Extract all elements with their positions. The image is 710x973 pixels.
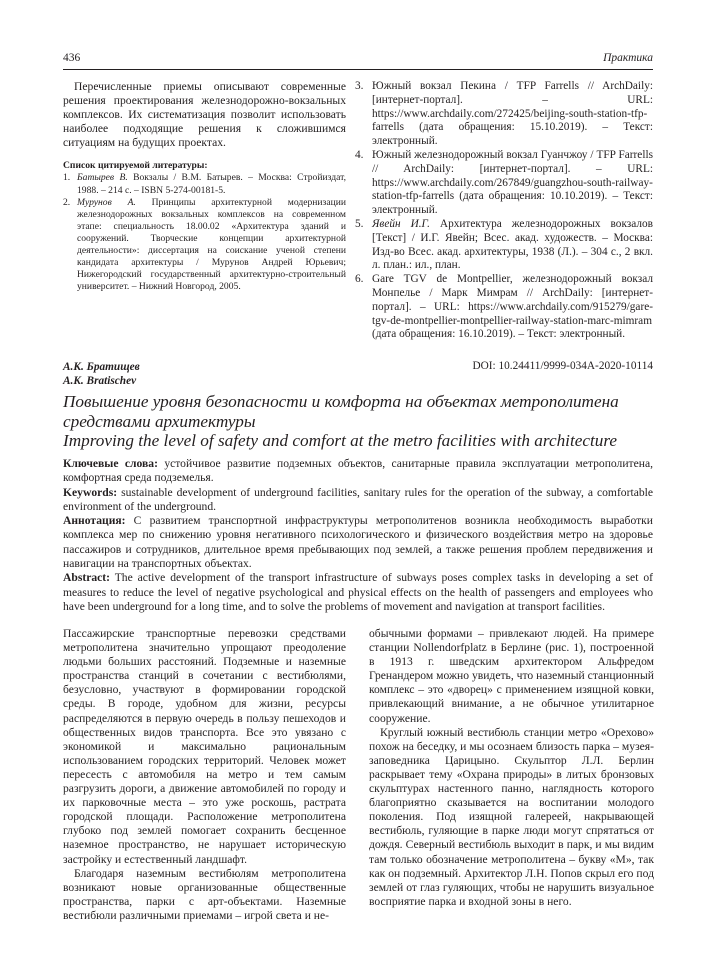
title-ru-line1: Повышение уровня безопасности и комфорта на объектах метрополитена — [63, 392, 619, 411]
running-head: Практика — [603, 52, 653, 64]
body-paragraph: Пассажирские транспортные перевозки средствами метрополитена значительно упрощают преодоление людьми больших расстояний. Подземные и наземные пространства станций в сочетании с вестибюлями, безусловно, участвуют в формировании городской среды. В городе, удобном для жизни, ресурсы распределяются в первую очередь в пользу пешеходов и общественных видов транспорта. Все это увязано с экономикой и максимально рациональным использованием городских территорий. Человек может пересесть с автомобиля на метро и тем самым разгрузить дороги, а движение автомобилей по городу и их парковочные места – это уже роскошь, растрата городской площади. Расположение метрополитена глубоко под землей помогает сохранить бесценное наземное пространство, не нарушает историческую застройку и естественный ландшафт. — [63, 627, 346, 866]
article-meta — [63, 457, 653, 614]
title-ru-line2: средствами архитектуры — [63, 411, 256, 431]
reference-author: Мурунов А. — [77, 196, 136, 208]
body-paragraph: обычными формами – привлекают людей. На примере станции Nollendorfplatz в Берлине (рис. 1), построенной в 1913 г. шведским архитектором Альфредом Гренандером можно увидеть, что наземный станционный комплекс – это «дворец» с применением изящной ковки, привлекающий внимание, а не обычное утилитарное сооружение. — [369, 627, 654, 725]
header-rule — [63, 69, 653, 70]
reference-item: 3. Южный вокзал Пекина / TFP Farrells // ArchDaily: [интернет-портал]. – URL: https://www.archdaily.com/272425/beijing-south-station-tfp-farrells (дата обращения: 15.10.2019). – Текст: электронный. — [355, 80, 653, 148]
annotation-ru: Аннотация: С развитием транспортной инфраструктуры метрополитенов возникла необходимость выработки комплекса мер по снижению уровня негативного психологического и физического воздействия метро на здоровье пассажиров и сотрудников, длительное время пребывающих под землей, а также решения проблем передвижения и навигации на транспортных объектах. — [63, 514, 653, 571]
article-authors — [63, 360, 140, 388]
reference-item: 1. Батырев В. Вокзалы / В.М. Батырев. – Москва: Стройиздат, 1988. – 214 с. – ISBN 5-274-00181-5. — [63, 172, 346, 196]
author-ru: А.К. Братищев — [63, 361, 140, 373]
abstract-en: Abstract: The active development of the transport infrastructure of subways poses complex tasks in developing a set of measures to reduce the level of negative psychological and physical effects on the health of passengers and employees who have been underground for a long time, and to solve the problems of movement and navigation at transport facilities. — [63, 571, 653, 613]
body-left-column — [63, 627, 346, 923]
body-right-column — [369, 627, 654, 909]
keywords-ru: Ключевые слова: устойчивое развитие подземных объектов, санитарные правила эксплуатации метрополитена, комфортная среда подземелья. — [63, 457, 653, 485]
references-list-left — [63, 172, 346, 293]
reference-item: 4. Южный железнодорожный вокзал Гуанчжоу / TFP Farrells // ArchDaily: [интернет-портал]. – URL: https://www.archdaily.com/267849/guangzhou-south-railway-station-tfp-farrells (дата обращения: 10.10.2019). – Текст: электронный. — [355, 148, 653, 217]
top-left-column — [63, 80, 346, 293]
reference-author: Батырев В. — [77, 172, 128, 184]
author-en: A.K. Bratischev — [63, 375, 137, 387]
references-list-right — [355, 80, 653, 342]
reference-item: 6. Gare TGV de Montpellier, железнодорожный вокзал Монпелье / Марк Мимрам // ArchDaily: [интернет-портал]. – URL: https://www.archdaily.com/915279/gare-tgv-de-montpellier-montpellier-railway-station-marc-mimram (дата обращения: 16.10.2019). – Текст: электронный. — [355, 273, 653, 341]
title-en: Improving the level of safety and comfort at the metro facilities with architecture — [63, 431, 618, 450]
reference-author: Явейн И.Г. — [372, 217, 430, 230]
top-right-column — [355, 80, 653, 342]
article-title — [63, 392, 653, 451]
closing-paragraph: Перечисленные приемы описывают современные решения проектирования железнодорожно-вокзальных комплексов. Их систематизация позволит использовать наиболее подходящие решения к сложившимся ситуациям на будущих проектах. — [63, 80, 346, 150]
body-paragraph: Круглый южный вестибюль станции метро «Орехово» похож на беседку, и мы осознаем близость парка – музея-заповедника Царицыно. Скульптор Л.Л. Берлин раскрывает тему «Охрана природы» в литых бронзовых скульптурах настенного панно, наглядность которого благоприятно сказывается на воспитании молодого поколения. Под изящной галереей, накрывающей вестибюль, гуляющие в парке люди могут спрятаться от дождя. Северный вестибюль выходит в парк, и мы видим там только обозначение метрополитена – букву «М», так как он подземный. Архитектор Л.Н. Попов скрыл его под землей от глаз гуляющих, чтобы не нарушить визуальное восприятие парка и входной зоны в него. — [369, 725, 654, 908]
keywords-en: Keywords: sustainable development of underground facilities, sanitary rules for the operation of the subway, a comfortable environment of the underground. — [63, 485, 653, 513]
reference-item: 2. Мурунов А. Принципы архитектурной модернизации железнодорожных вокзальных комплексов на современном этапе: специальность 18.00.02 «Архитектура зданий и сооружений. Творческие концепции архитектурной деятельности»: диссертация на соискание ученой степени кандидата архитектуры / Мурунов Андрей Юрьевич; Нижегородский государственный архитектурно-строительный университет. – Нижний Новгород, 2005. — [63, 196, 346, 293]
references-heading: Список цитируемой литературы: — [63, 160, 208, 172]
body-paragraph: Благодаря наземным вестибюлям метрополитена возникают новые организованные общественные пространства, парки с арт-объектами. Наземные вестибюли различными приемами – игрой света и не- — [63, 866, 346, 922]
doi: DOI: 10.24411/9999-034A-2020-10114 — [472, 360, 653, 372]
page-number: 436 — [63, 52, 81, 64]
reference-item: 5. Явейн И.Г. Архитектура железнодорожных вокзалов [Текст] / И.Г. Явейн; Всес. акад. художеств. – Москва: Изд-во Всес. акад. архитектуры, 1938 (Л.). – 304 с., 2 вкл. л. план.: ил., план. — [355, 217, 653, 272]
